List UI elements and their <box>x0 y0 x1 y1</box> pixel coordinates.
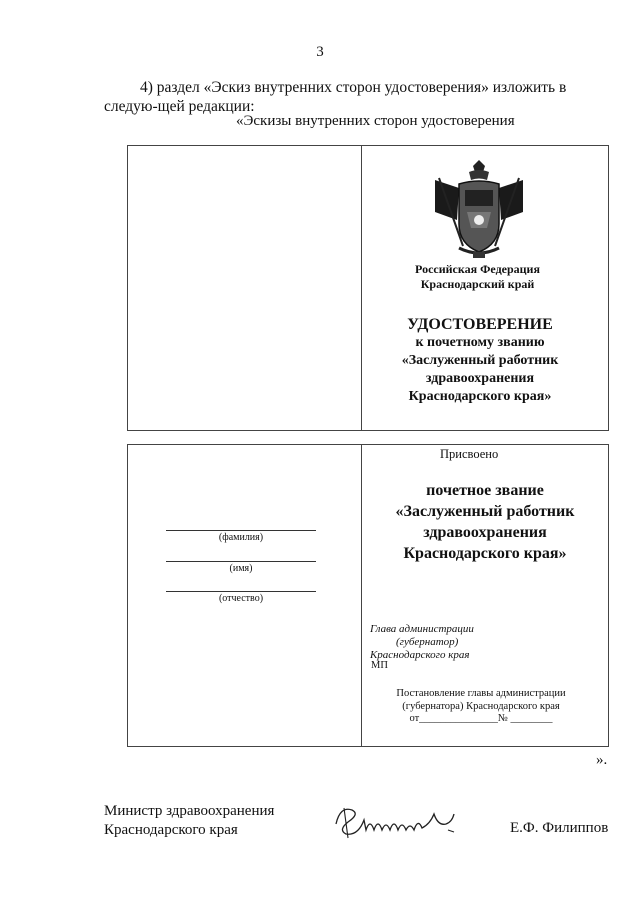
fold-line <box>361 445 362 746</box>
page-number: 3 <box>316 44 324 60</box>
amendment-paragraph: 4) раздел «Эскиз внутренних сторон удостоверения» изложить в следую-щей редакции: <box>104 79 567 115</box>
head-line-3: Краснодарского края <box>370 649 470 661</box>
name-line <box>166 561 316 562</box>
rank-line-2: «Заслуженный работник <box>395 503 575 520</box>
decree-line-1: Постановление главы администрации <box>396 688 566 699</box>
honorary-rank <box>365 480 605 564</box>
fold-line <box>361 146 362 430</box>
signer-title-line-2: Краснодарского края <box>104 822 238 838</box>
certificate-title <box>370 316 590 406</box>
country-name: Российская Федерация <box>415 262 540 276</box>
signature-icon <box>330 800 470 844</box>
subtitle-line-2: «Заслуженный работник <box>401 353 559 368</box>
signer-title-line-1: Министр здравоохранения <box>104 803 275 819</box>
subtitle-line-1: к почетному званию <box>415 335 545 350</box>
head-of-administration <box>370 623 474 662</box>
rank-line-3: здравоохранения <box>423 524 547 541</box>
surname-line <box>166 530 316 531</box>
decree-line-2: (губернатора) Краснодарского края <box>402 700 560 712</box>
country-region <box>400 262 555 292</box>
coat-of-arms-icon <box>429 158 529 262</box>
region-name: Краснодарский край <box>420 277 535 291</box>
rank-line-4: Краснодарского края» <box>403 545 567 562</box>
subtitle-line-3: здравоохранения <box>425 371 535 386</box>
name-label: (имя) <box>229 563 253 574</box>
surname-label: (фамилия) <box>218 532 264 543</box>
patronymic-line <box>166 591 316 592</box>
signer-name: Е.Ф. Филиппов <box>510 820 609 836</box>
head-line-1: Глава администрации <box>370 623 474 635</box>
assigned-label: Присвоено <box>440 447 499 461</box>
stamp-place: МП <box>371 660 388 671</box>
decree-line-3: от_______________№ ________ <box>409 713 553 724</box>
sketch-caption: «Эскизы внутренних сторон удостоверения <box>236 113 515 129</box>
signer-title <box>104 802 274 840</box>
closing-quote: ». <box>596 752 608 768</box>
head-line-2: (губернатор) <box>396 636 459 648</box>
subtitle-line-4: Краснодарского края» <box>408 389 552 404</box>
rank-line-1: почетное звание <box>426 482 544 499</box>
title-text: УДОСТОВЕРЕНИЕ <box>407 316 553 333</box>
patronymic-label: (отчество) <box>218 593 264 604</box>
decree-reference <box>376 688 586 726</box>
